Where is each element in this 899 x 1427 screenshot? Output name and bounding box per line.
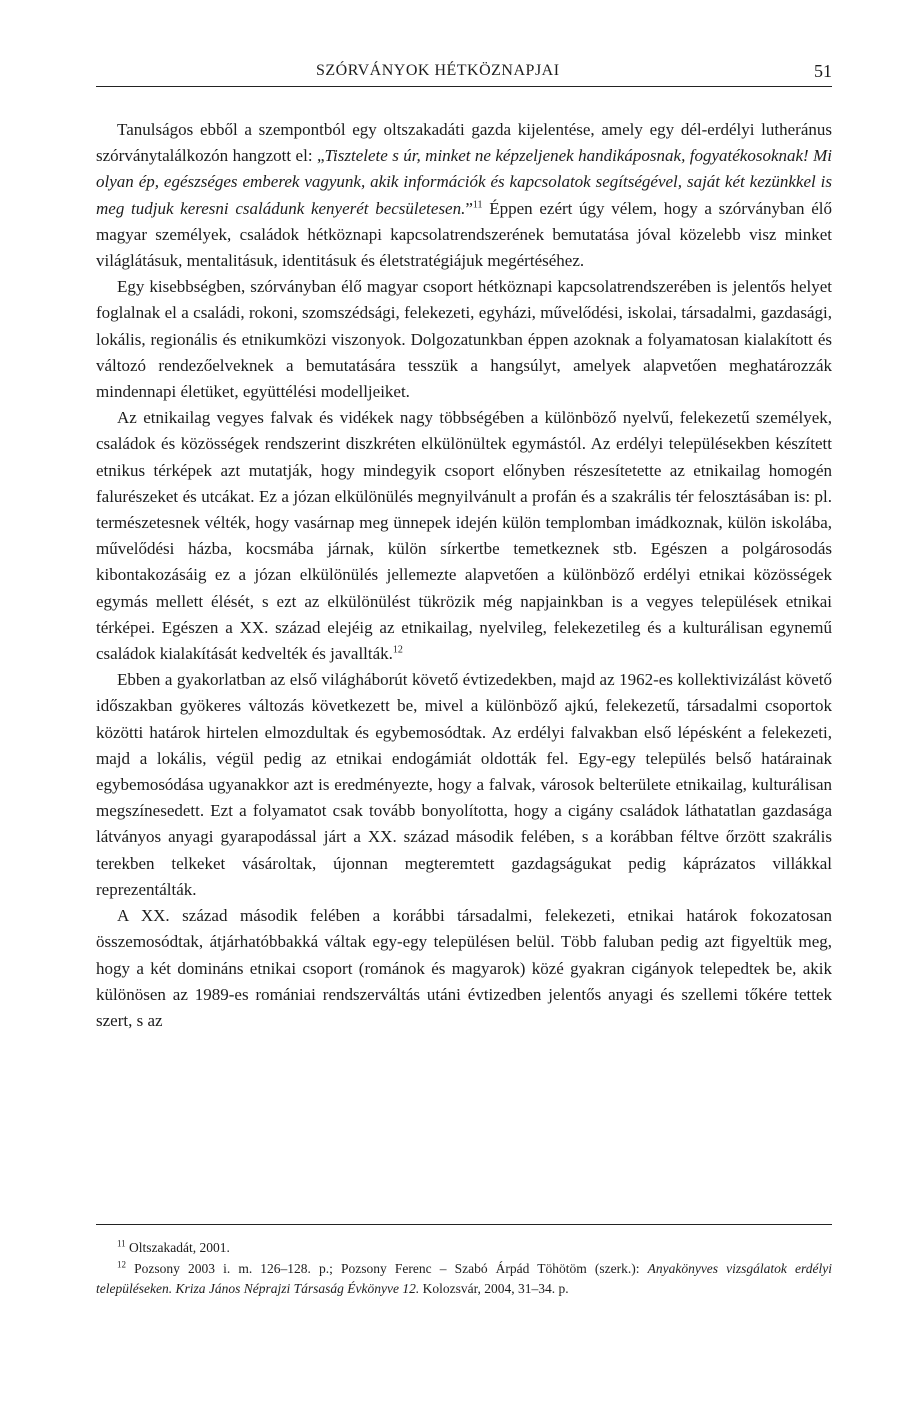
paragraph-1-rest: Éppen ezért úgy vélem, hogy a szórványban élő magyar személyek, családok hétköznapi kapcsolatrendszerének bemutatása jóval közelebb visz minket világlátásuk, mentalitásuk, identitásuk és életstratégiájuk megértéséhez. [96, 198, 832, 271]
quoted-statement: Tisztelete s úr, minket ne képzeljenek handikáposnak, fogyatékosoknak! Mi olyan ép, egészséges emberek vagyunk, akik információk és kapcsolatok segítségével, saját két kezünkkel is meg tudjuk keresni családunk kenyerét becsületesen. [96, 146, 832, 218]
footnote-book-title: Anyakönyves vizsgálatok erdélyi településeken. Kriza János Néprajzi Társaság Évkönyve 12. [96, 1260, 832, 1296]
main-text [96, 117, 832, 1034]
footnotes [96, 1238, 832, 1300]
paragraph-3 [96, 405, 832, 667]
footnote-ref-12: 12 [392, 644, 403, 656]
running-title: SZÓRVÁNYOK HÉTKÖZNAPJAI [316, 62, 560, 79]
footnote-text: Oltszakadát, 2001. [125, 1240, 230, 1255]
footnote-number: 11 [117, 1238, 126, 1249]
quote-close: ” [465, 198, 473, 218]
footnote-ref-11: 11 [472, 198, 483, 210]
paragraph-2: Egy kisebbségben, szórványban élő magyar csoport hétköznapi kapcsolatrendszerében is jelentős helyet foglalnak el a családi, rokoni, szomszédsági, felekezeti, egyházi, művelődési, iskolai, társadalmi, gazdasági, lokális, regionális és etnikumközi viszonyok. Dolgozatunkban éppen azoknak a folyamatosan kialakított és változó rendezőelveknek a bemutatására tesszük a hangsúlyt, amelyek alapvetően meghatározzák mindennapi életüket, együttélési modelljeiket. [96, 277, 832, 402]
footnote-rule [96, 1224, 832, 1225]
running-header [96, 62, 832, 84]
footnote-text-end: Kolozsvár, 2004, 31–34. p. [419, 1281, 569, 1296]
footnote-12 [96, 1259, 832, 1300]
paragraph-1-intro: Tanulságos ebből a szempontból egy oltszakadáti gazda kijelentése, amely egy dél-erdélyi lutheránus szórványtalálkozón hangzott el: „ [96, 120, 832, 166]
paragraph-1 [96, 117, 832, 274]
header-rule [96, 86, 832, 87]
footnote-11 [96, 1238, 832, 1259]
paragraph-4: Ebben a gyakorlatban az első világháborút követő évtizedekben, majd az 1962-es kollektivizálást követő időszakban gyökeres változás következett be, mivel a különböző ajkú, felekezetű, társadalmi csoportok közötti határok hirtelen elmozdultak és egybemosódtak. Az erdélyi falvakban első lépésként a felekezeti, majd a lokális, végül pedig az etnikai endogámiát oldották fel. Egy-egy település belső határainak egybemosódása ugyanakkor azt is eredményezte, hogy a falvak, városok belterülete etnikailag, kulturálisan megszínesedett. Ezt a folyamatot csak tovább bonyolította, hogy a cigány családok láthatatlan gazdasága látványos anyagi gyarapodással járt a XX. század második felében, s a korábban féltve őrzött szakrális terekben telkeket vásároltak, újonnan megteremtett gazdagságukat pedig káprázatos villákkal reprezentálták. [96, 670, 832, 899]
paragraph-5: A XX. század második felében a korábbi társadalmi, felekezeti, etnikai határok fokozatosan összemosódtak, átjárhatóbbakká váltak egy-egy településen belül. Több faluban pedig azt figyeltük meg, hogy a két domináns etnikai csoport (románok és magyarok) közé gyakran cigányok telepedtek be, akik különösen az 1989-es romániai rendszerváltás utáni évtizedben jelentős anyagi és szellemi tőkére tettek szert, s az [96, 906, 832, 1030]
paragraph-3-text: Az etnikailag vegyes falvak és vidékek nagy többségében a különböző nyelvű, felekezetű személyek, családok és közösségek rendszerint diszkréten elkülönültek egymástól. Az erdélyi településekben készített etnikus térképek azt mutatják, hogy mindegyik csoport előnyben részesítetette az etnikailag homogén falurészeket és utcákat. Ez a józan elkülönülés megnyilvánult a profán és a szakrális tér felosztásában is: pl. természetesnek vélték, hogy vasárnap meg ünnepek idején külön templomban imádkoznak, külön iskolába, művelődési házba, kocsmába járnak, külön sírkertbe temetkeznek stb. Egészen a polgárosodás kibontakozásáig ez a józan elkülönülés jellemezte alapvetően a különböző erdélyi etnikai közösségek egymás mellett élését, s ezt az elkülönülést tükrözik még napjainkban is a vegyes települések etnikai térképei. Egészen a XX. század elejéig az etnikailag, nyelvileg, felekezetileg és a kulturálisan egynemű családok kialakítását kedvelték és javallták. [96, 408, 832, 664]
page-number: 51 [814, 61, 832, 81]
footnote-text: Pozsony 2003 i. m. 126–128. p.; Pozsony Ferenc – Szabó Árpád Töhötöm (szerk.): [126, 1260, 648, 1276]
footnote-number: 12 [117, 1259, 126, 1269]
